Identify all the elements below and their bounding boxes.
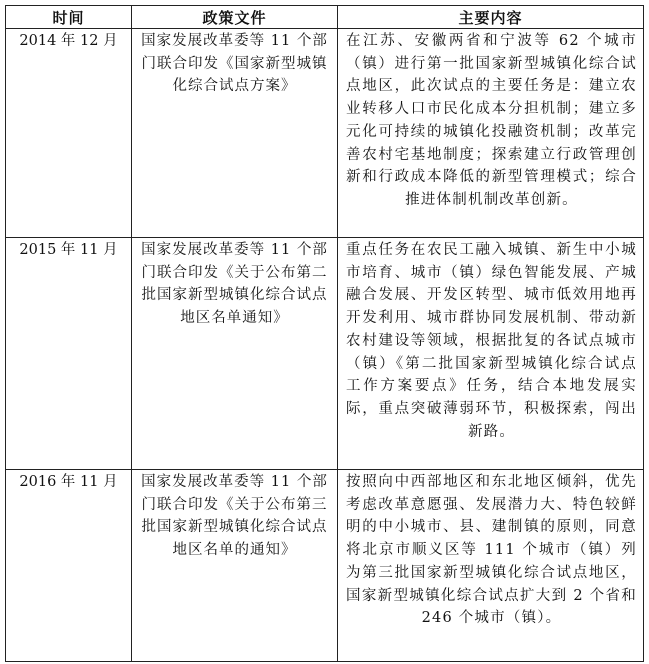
header-time: 时间 xyxy=(6,6,132,29)
row-time-cell: 2014 年 12 月 xyxy=(6,29,132,238)
table-body xyxy=(6,29,644,662)
table-row xyxy=(6,238,644,470)
policy-table xyxy=(5,5,644,662)
table-row xyxy=(6,470,644,662)
row-document-cell: 国家发展改革委等 11 个部门联合印发《关于公布第二批国家新型城镇化综合试点地区名单通知》 xyxy=(132,238,338,470)
row-time-cell: 2016 年 11 月 xyxy=(6,470,132,662)
row-time-cell: 2015 年 11 月 xyxy=(6,238,132,470)
row-content-cell: 重点任务在农民工融入城镇、新生中小城市培育、城市（镇）绿色智能发展、产城融合发展、开发区转型、城市低效用地再开发利用、城市群协同发展机制、带动新农村建设等领域，根据批复的各试点城市（镇）《第二批国家新型城镇化综合试点工作方案要点》任务，结合本地发展实际，重点突破薄弱环节，积极探索，闯出新路。 xyxy=(338,238,644,470)
row-content-cell: 在江苏、安徽两省和宁波等 62 个城市（镇）进行第一批国家新型城镇化综合试点地区，此次试点的主要任务是：建立农业转移人口市民化成本分担机制；建立多元化可持续的城镇化投融资机制；改革完善农村宅基地制度；探索建立行政管理创新和行政成本降低的新型管理模式；综合推进体制机制改革创新。 xyxy=(338,29,644,238)
header-document: 政策文件 xyxy=(132,6,338,29)
row-document-cell: 国家发展改革委等 11 个部门联合印发《国家新型城镇化综合试点方案》 xyxy=(132,29,338,238)
header-row xyxy=(6,6,644,29)
header-content: 主要内容 xyxy=(338,6,644,29)
row-document-cell: 国家发展改革委等 11 个部门联合印发《关于公布第三批国家新型城镇化综合试点地区名单的通知》 xyxy=(132,470,338,662)
row-content-cell: 按照向中西部地区和东北地区倾斜，优先考虑改革意愿强、发展潜力大、特色较鲜明的中小城市、县、建制镇的原则，同意将北京市顺义区等 111 个城市（镇）列为第三批国家新型城镇化综合试点地区，国家新型城镇化综合试点扩大到 2 个省和 246 个城市（镇）。 xyxy=(338,470,644,662)
table-row xyxy=(6,29,644,238)
table-header xyxy=(6,6,644,29)
